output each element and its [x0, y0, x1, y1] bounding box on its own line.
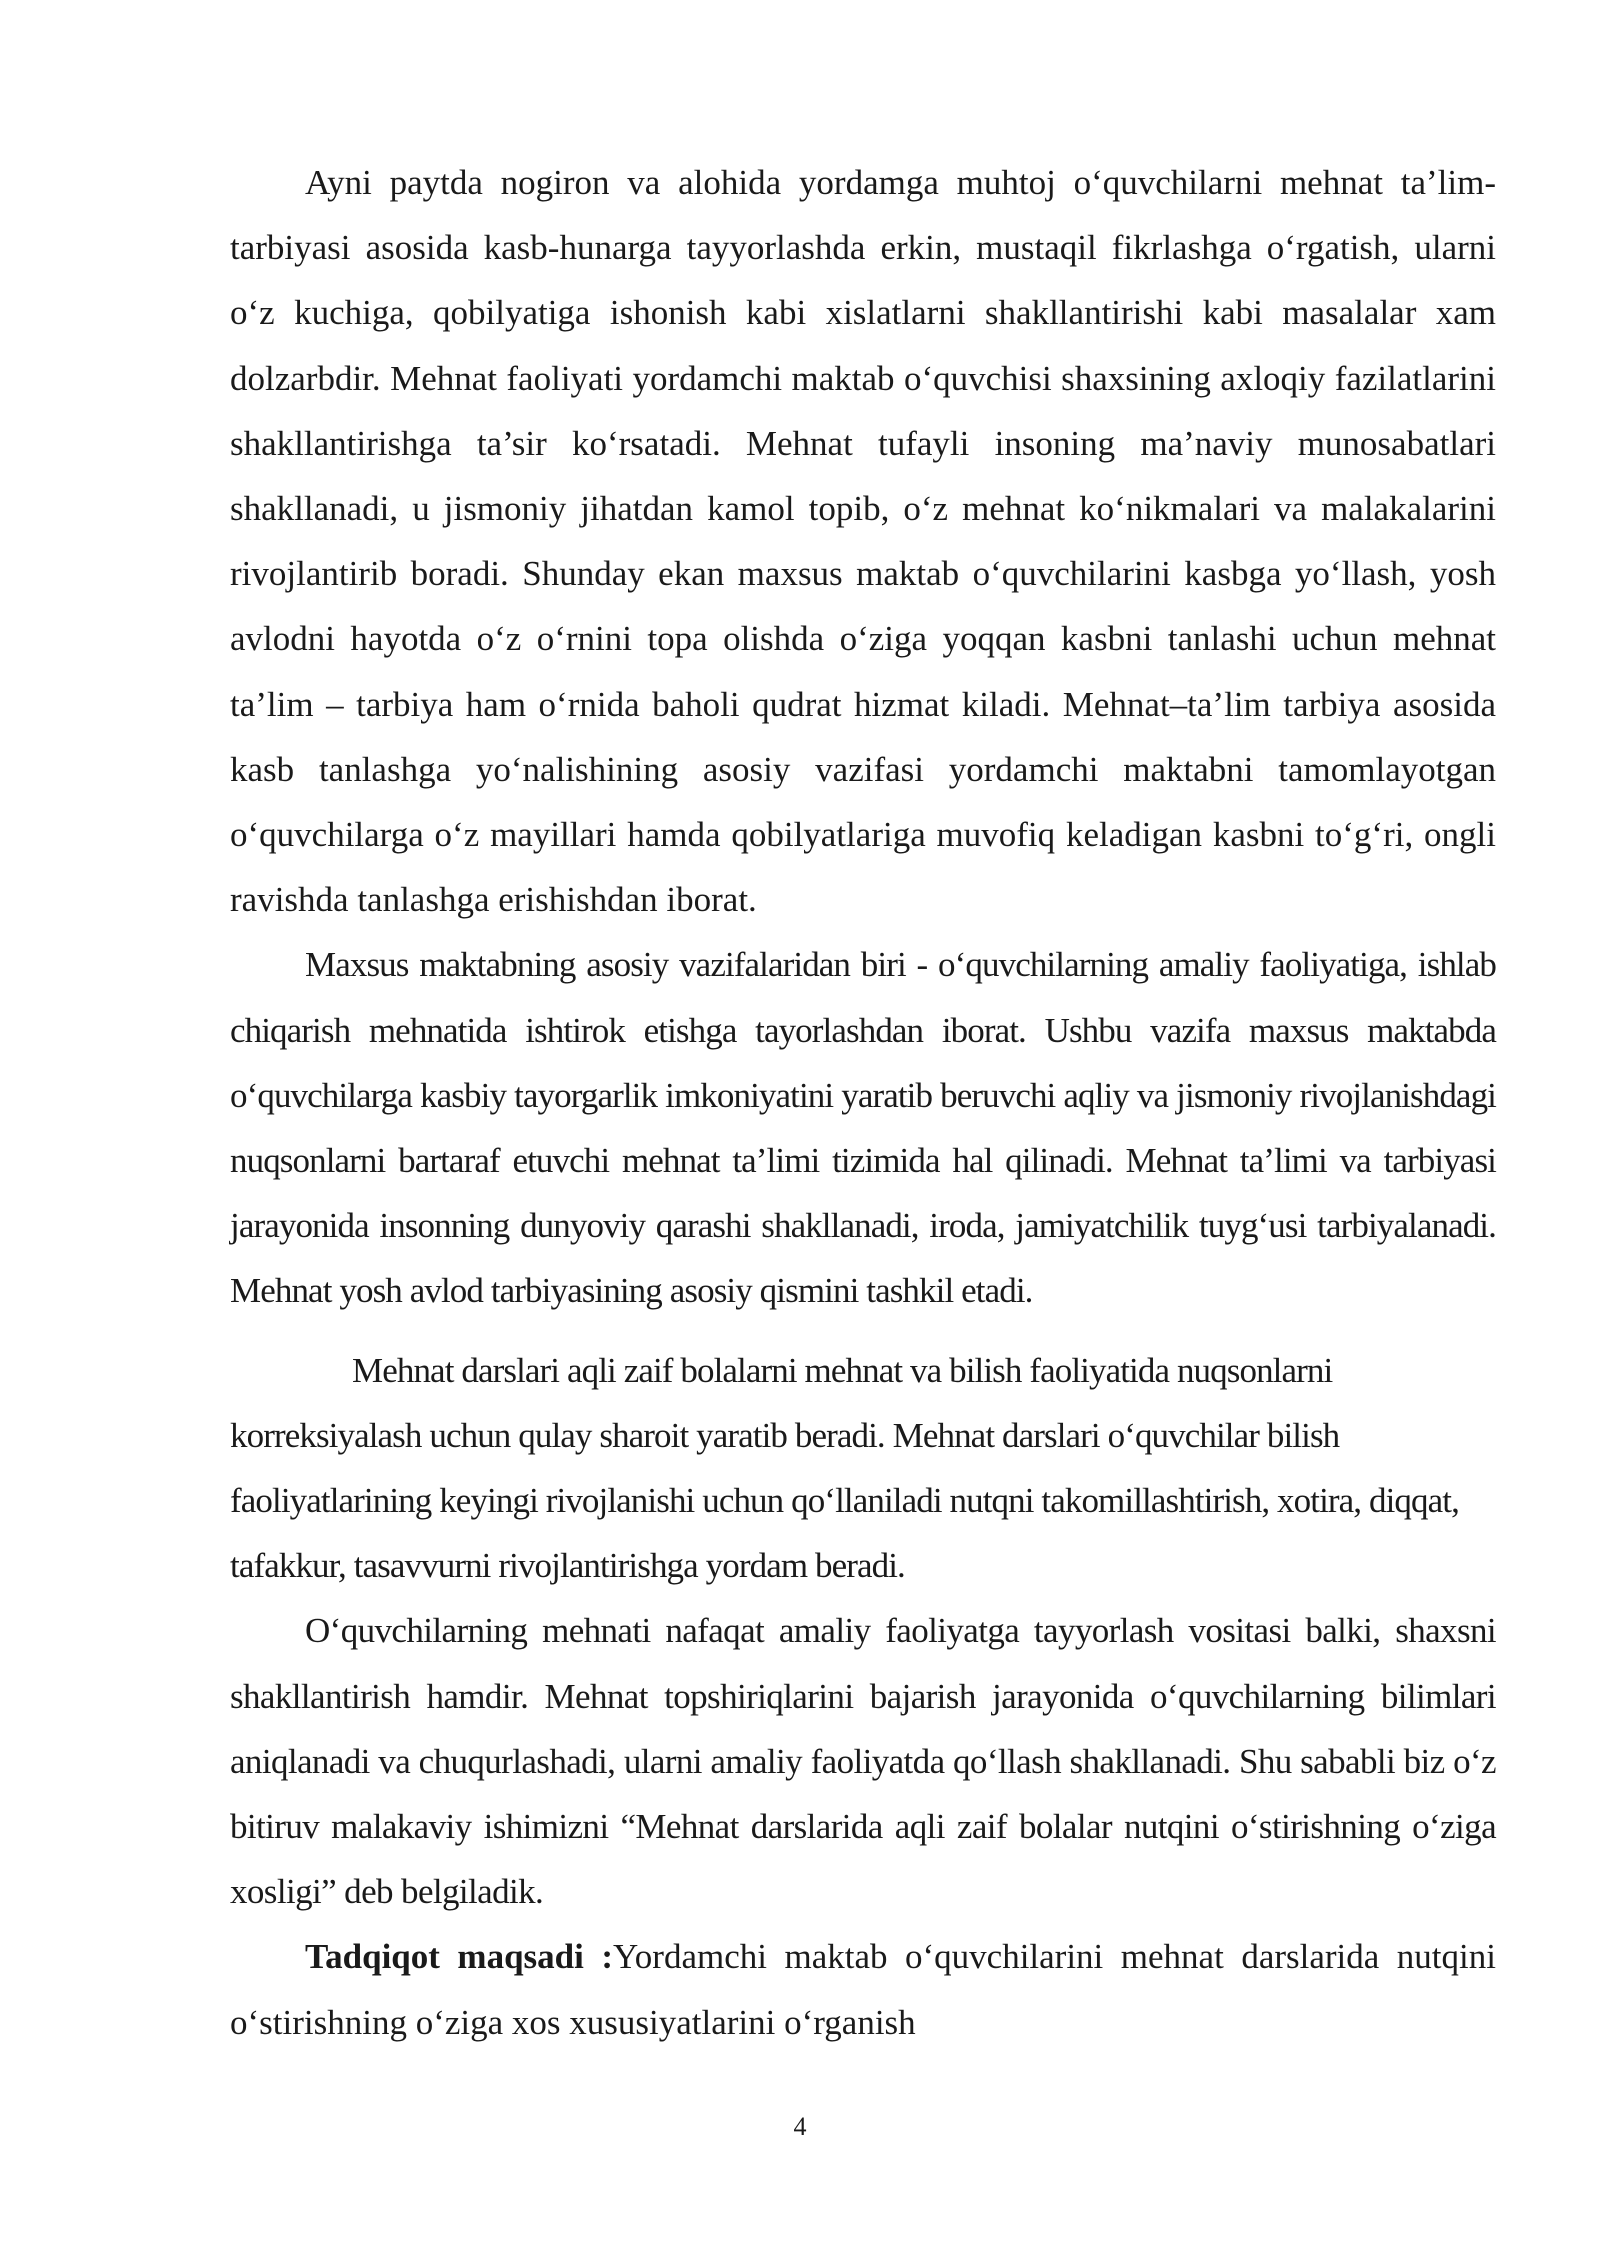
document-body [230, 150, 1496, 2055]
paragraph-1: Ayni paytda nogiron va alohida yordamga muhtoj o‘quvchilarni mehnat ta’lim-tarbiyasi asosida kasb-hunarga tayyorlashda erkin, mustaqil fikrlashga o‘rgatish, ularni o‘z kuchiga, qobilyatiga ishonish kabi xislatlarni shakllantirishi kabi masalalar xam dolzarbdir. Mehnat faoliyati yordamchi maktab o‘quvchisi shaxsining axloqiy fazilatlarini shakllantirishga ta’sir ko‘rsatadi. Mehnat tufayli insoning ma’naviy munosabatlari shakllanadi, u jismoniy jihatdan kamol topib, o‘z mehnat ko‘nikmalari va malakalarini rivojlantirib boradi. Shunday ekan maxsus maktab o‘quvchilarini kasbga yo‘llash, yosh avlodni hayotda o‘z o‘rnini topa olishda o‘ziga yoqqan kasbni tanlashi uchun mehnat ta’lim – tarbiya ham o‘rnida baholi qudrat hizmat kiladi. Mehnat–ta’lim tarbiya asosida kasb tanlashga yo‘nalishining asosiy vazifasi yordamchi maktabni tamomlayotgan o‘quvchilarga o‘z mayillari hamda qobilyatlariga muvofiq keladigan kasbni to‘g‘ri, ongli ravishda tanlashga erishishdan iborat. [230, 163, 1496, 920]
page-number: 4 [793, 2112, 807, 2141]
paragraph-4: O‘quvchilarning mehnati nafaqat amaliy faoliyatga tayyorlash vositasi balki, shaxsni shakllantirish hamdir. Mehnat topshiriqlarini bajarish jarayonida o‘quvchilarning bilimlari aniqlanadi va chuqurlashadi, ularni amaliy faoliyatda qo‘llash shakllanadi. Shu sababli biz o‘z bitiruv malakaviy ishimizni “Mehnat darslarida aqli zaif bolalar nutqini o‘stirishning o‘ziga xosligi” deb belgiladik. [230, 1611, 1496, 1912]
research-goal-paragraph [230, 1924, 1496, 2054]
research-goal-label: Tadqiqot maqsadi : [305, 1937, 614, 1977]
paragraph-3: Mehnat darslari aqli zaif bolalarni mehnat va bilish faoliyatida nuqsonlarni korreksiyalash uchun qulay sharoit yaratib beradi. Mehnat darslari o‘quvchilar bilish faoliyatlarining keyingi rivojlanishi uchun qo‘llaniladi nutqni takomillashtirish, xotira, diqqat, tafakkur, tasavvurni rivojlantirishga yordam beradi. [230, 1350, 1459, 1586]
research-goal-text: Yordamchi maktab o‘quvchilarini mehnat darslarida nutqini o‘stirishning o‘ziga xos xususiyatlarini o‘rganish [230, 1937, 1496, 2042]
paragraph-2: Maxsus maktabning asosiy vazifalaridan biri - o‘quvchilarning amaliy faoliyatiga, ishlab chiqarish mehnatida ishtirok etishga tayorlashdan iborat. Ushbu vazifa maxsus maktabda o‘quvchilarga kasbiy tayorgarlik imkoniyatini yaratib beruvchi aqliy va jismoniy rivojlanishdagi nuqsonlarni bartaraf etuvchi mehnat ta’limi tizimida hal qilinadi. Mehnat ta’limi va tarbiyasi jarayonida insonning dunyoviy qarashi shakllanadi, iroda, jamiyatchilik tuyg‘usi tarbiyalanadi. Mehnat yosh avlod tarbiyasining asosiy qismini tashkil etadi. [230, 945, 1496, 1311]
